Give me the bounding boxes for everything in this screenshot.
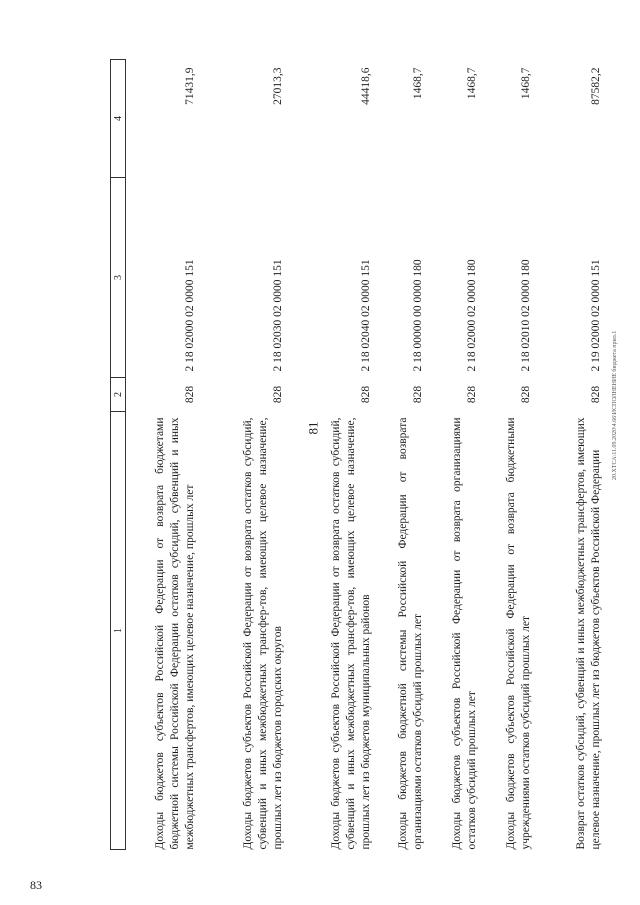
row-budget-code: 2 18 02040 02 0000 151 [359,259,372,372]
table-row [288,60,376,850]
row-admin-code: 828 [183,385,196,404]
row-budget-code: 2 19 02000 02 0000 151 [589,259,602,372]
header-col-4: 4 [111,60,126,178]
row-budget-code: 2 18 02000 02 0000 151 [183,259,196,372]
row-budget-code: 2 18 00000 00 0000 180 [411,259,424,372]
page-number-bottom: 83 [30,878,42,892]
table-row [536,60,606,850]
header-col-2: 2 [111,378,126,412]
row-amount: 1468,7 [519,67,532,100]
row-amount: 1468,7 [465,67,478,100]
table-row [428,60,482,850]
table-header-row [111,60,126,850]
row-description: Доходы бюджетов субъектов Российской Федерации от возврата организациями остатков субсидий прошлых лет [450,417,478,850]
table-row [126,60,200,850]
header-col-1: 1 [111,412,126,850]
row-budget-code: 2 18 02000 02 0000 180 [465,259,478,372]
table-row [376,60,428,850]
row-budget-code: 2 18 02030 02 0000 151 [271,259,284,372]
row-budget-code: 2 18 02010 02 0000 180 [519,259,532,372]
row-description: Доходы бюджетов субъектов Российской Федерации от возврата бюджетами бюджетной системы Российской Федерации остатков субсидий, субвенций и иных межбюджетных трансфертов, имеющих целевое назначение, прошлых лет [153,417,196,850]
header-col-3: 3 [111,178,126,378]
row-description: Возврат остатков субсидий, субвенций и иных межбюджетных трансфертов, имеющих целевое назначение, прошлых лет из бюджетов субъектов Российской Федерации [574,417,602,850]
row-amount: 87582,2 [589,67,602,105]
row-description: Доходы бюджетов субъектов Российской Федерации от возврата остатков субсидий, субвенций и иных межбюджетных трансфер-тов, имеющих целевое назначение, прошлых лет из бюджетов муниципальных районов [329,417,372,850]
row-admin-code: 828 [519,385,532,404]
table-row [482,60,536,850]
row-admin-code: 828 [589,385,602,404]
row-amount: 44418,6 [359,67,372,105]
row-description: Доходы бюджетов бюджетной системы Российской Федерации от возврата организациями остатков субсидий прошлых лет [396,417,424,850]
row-description: Доходы бюджетов субъектов Российской Федерации от возврата остатков субсидий, субвенций и иных межбюджетных трансфер-тов, имеющих целевое назначение, прошлых лет из бюджетов городских округов [241,417,284,850]
row-admin-code: 828 [411,385,424,404]
row-description: Доходы бюджетов субъектов Российской Федерации от возврата бюджетными учреждениями остатков субсидий прошлых лет [504,417,532,850]
revenue-table [110,59,606,850]
table-row [200,60,288,850]
row-amount: 1468,7 [411,67,424,100]
footer-path-text: 20.XТСА\11.09.2020\4.66\ИСПОЛНЕНИЕ бюджета прил.1 [612,330,618,480]
row-admin-code: 828 [271,385,284,404]
page-number-top: 81 [305,421,321,435]
row-admin-code: 828 [359,385,372,404]
row-amount: 71431,9 [183,67,196,105]
row-amount: 27013,3 [271,67,284,105]
row-admin-code: 828 [465,385,478,404]
rotated-table-container [110,60,606,850]
